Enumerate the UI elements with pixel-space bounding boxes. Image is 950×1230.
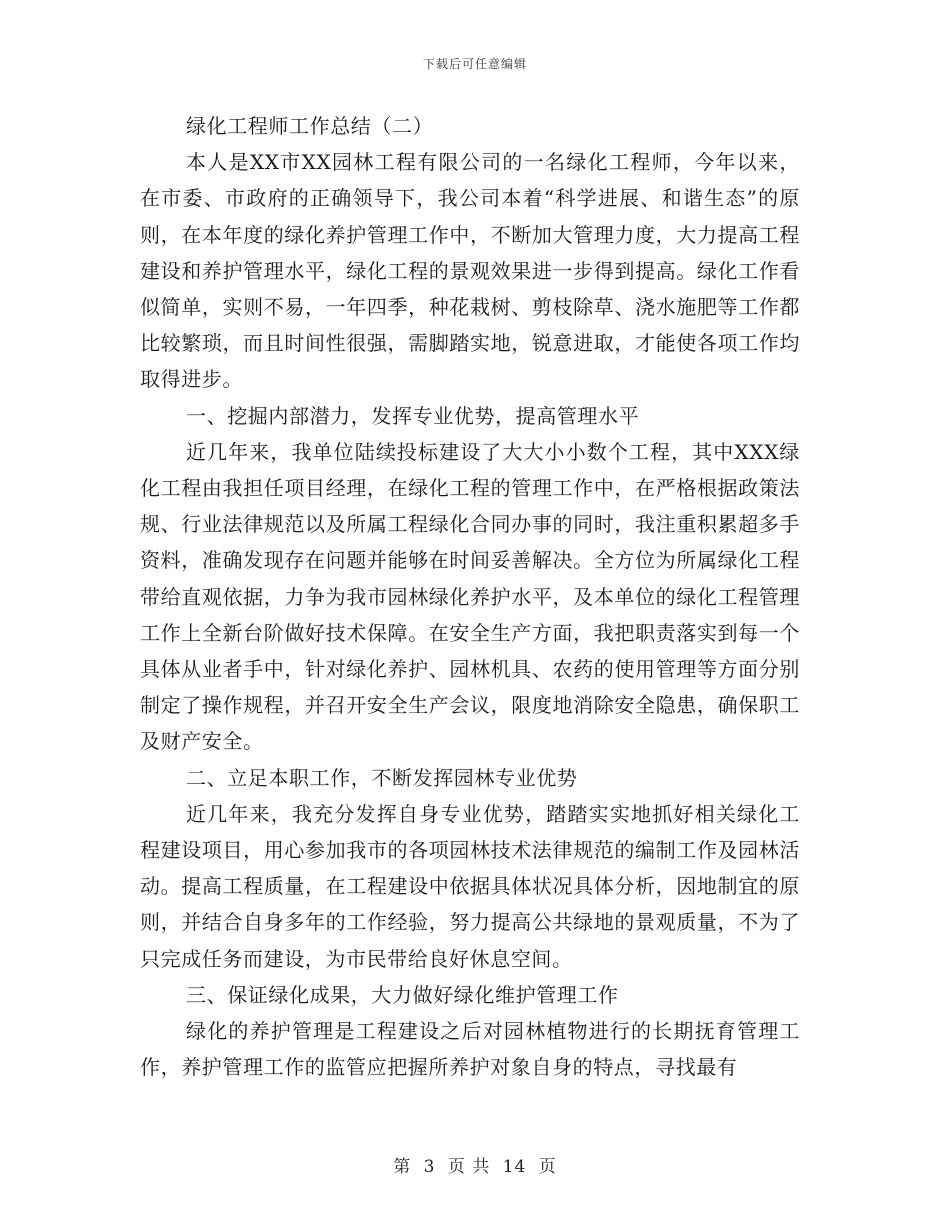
footer-suffix: 页 — [538, 1157, 557, 1177]
footer-prefix: 第 — [393, 1157, 412, 1177]
document-body — [140, 108, 800, 1085]
section-heading-2: 二、立足本职工作，不断发挥园林专业优势 — [186, 765, 578, 790]
footer-middle: 页 共 — [447, 1157, 491, 1177]
page-header-note: 下载后可任意编辑 — [422, 57, 527, 71]
section-heading-1: 一、挖掘内部潜力，发挥专业优势，提高管理水平 — [186, 403, 640, 428]
paragraph-section-3: 绿化的养护管理是工程建设之后对园林植物进行的长期抚育管理工作，养护管理工作的监管应把握所养护对象自身的特点，寻找最有 — [140, 1019, 800, 1080]
paragraph-section-2: 近几年来，我充分发挥自身专业优势，踏踏实实地抓好相关绿化工程建设项目，用心参加我市的各项园林技术法律规范的编制工作及园林活动。提高工程质量，在工程建设中依据具体状况具体分析，因地制宜的原则，并结合自身多年的工作经验，努力提高公共绿地的景观质量，不为了只完成任务而建设，为市民带给良好休息空间。 — [140, 801, 800, 971]
footer-current-page: 3 — [423, 1157, 436, 1177]
page-footer — [0, 1152, 950, 1177]
paragraph-section-1: 近几年来，我单位陆续投标建设了大大小小数个工程，其中XXX绿化工程由我担任项目经理，在绿化工程的管理工作中，在严格根据政策法规、行业法律规范以及所属工程绿化合同办事的同时，我注重积累超多手资料，准确发现存在问题并能够在时间妥善解决。全方位为所属绿化工程带给直观依据，力争为我市园林绿化养护水平，及本单位的绿化工程管理工作上全新台阶做好技术保障。在安全生产方面，我把职责落实到每一个具体从业者手中，针对绿化养护、园林机具、农药的使用管理等方面分别制定了操作规程，并召开安全生产会议，限度地消除安全隐患，确保职工及财产安全。 — [140, 439, 800, 754]
paragraph-intro: 本人是XX市XX园林工程有限公司的一名绿化工程师，今年以来，在市委、市政府的正确领导下，我公司本着“科学进展、和谐生态”的原则，在本年度的绿化养护管理工作中，不断加大管理力度，大力提高工程建设和养护管理水平，绿化工程的景观效果进一步得到提高。绿化工作看似简单，实则不易，一年四季，种花栽树、剪枝除草、浇水施肥等工作都比较繁琐，而且时间性很强，需脚踏实地，锐意进取，才能使各项工作均取得进步。 — [140, 150, 800, 392]
footer-total-pages: 14 — [502, 1157, 527, 1177]
section-heading-3: 三、保证绿化成果，大力做好绿化维护管理工作 — [186, 982, 619, 1007]
document-title: 绿化工程师工作总结（二） — [186, 114, 434, 138]
